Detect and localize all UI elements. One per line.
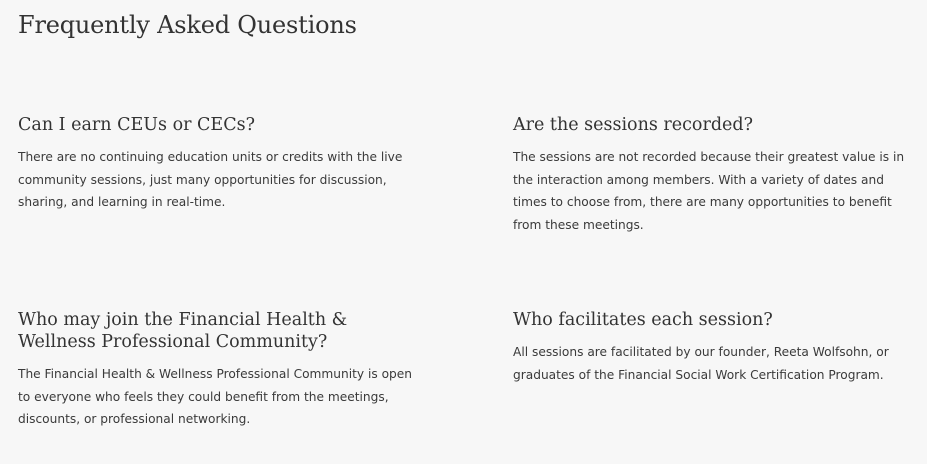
faq-item-ceus <box>18 114 418 214</box>
faq-item-recorded <box>513 114 913 236</box>
page-title: Frequently Asked Questions <box>18 11 357 39</box>
faq-question: Who may join the Financial Health & Wellness Professional Community? <box>18 310 348 352</box>
faq-question: Who facilitates each session? <box>513 310 773 330</box>
faq-item-facilitator <box>513 309 913 386</box>
faq-answer: The sessions are not recorded because their greatest value is in the interaction among members. With a variety of dates and times to choose from, there are many opportunities to benefit from these meetings. <box>513 150 905 232</box>
faq-answer: All sessions are facilitated by our founder, Reeta Wolfsohn, or graduates of the Financial Social Work Certification Program. <box>513 345 889 382</box>
faq-question: Can I earn CEUs or CECs? <box>18 115 255 135</box>
faq-question: Are the sessions recorded? <box>513 115 753 135</box>
faq-item-who-may-join <box>18 309 418 431</box>
faq-answer: There are no continuing education units or credits with the live community sessions, just many opportunities for discussion, sharing, and learning in real-time. <box>18 150 403 209</box>
faq-answer: The Financial Health & Wellness Professional Community is open to everyone who feels they could benefit from the meetings, discounts, or professional networking. <box>18 367 413 426</box>
